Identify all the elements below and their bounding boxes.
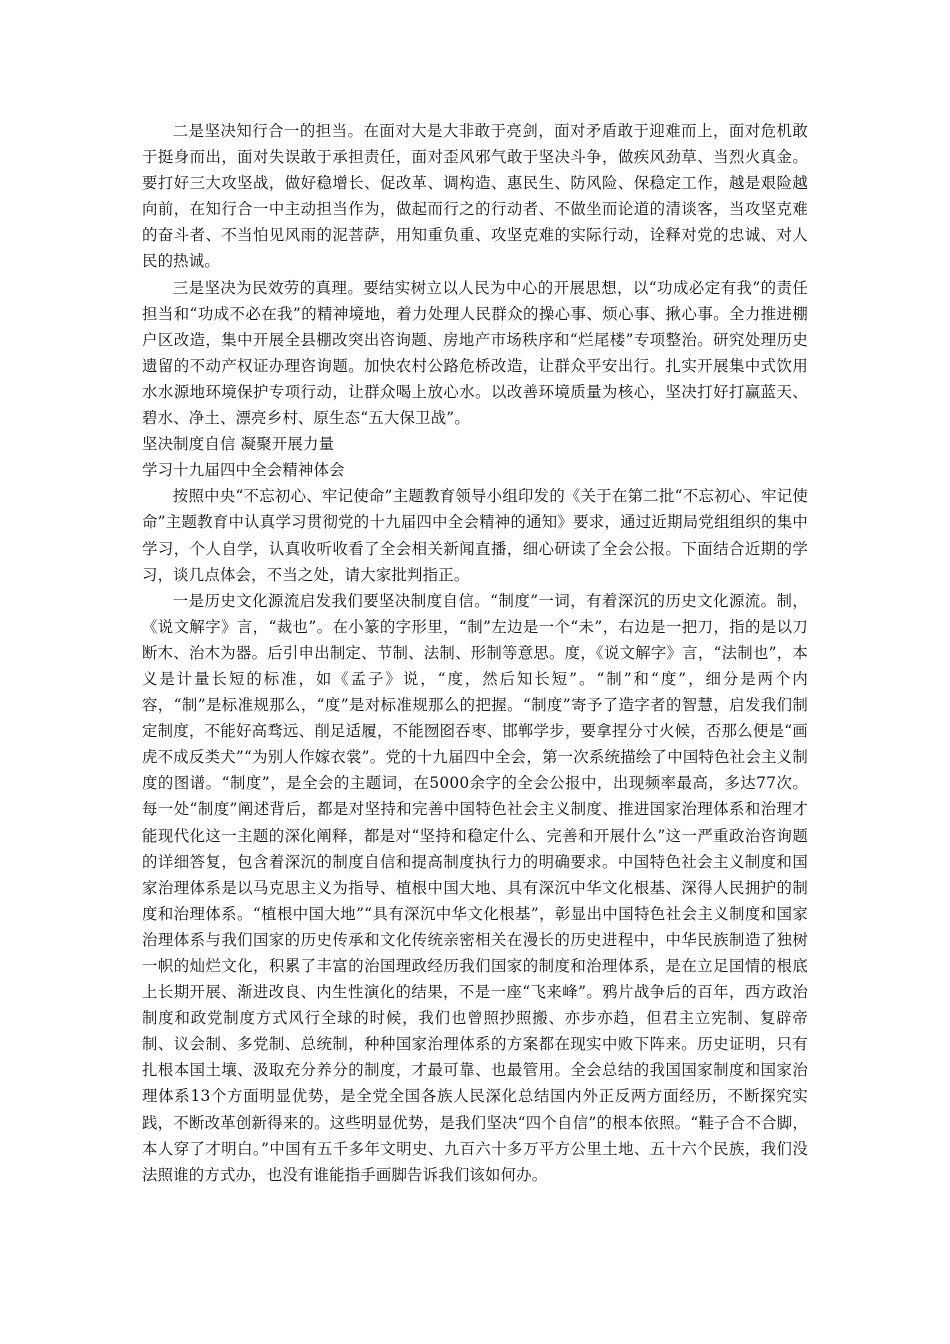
body-paragraph: 二是坚决知行合一的担当。在面对大是大非敢于亮剑，面对矛盾敢于迎难而上，面对危机敢于挺身而出，面对失误敢于承担责任，面对歪风邪气敢于坚决斗争，做疾风劲草、当烈火真金。要打好三大攻坚战，做好稳增长、促改革、调构造、惠民生、防风险、保稳定工作，越是艰险越向前，在知行合一中主动担当作为，做起而行之的行动者、不做坐而论道的清谈客，当攻坚克难的奋斗者、不当怕见风雨的泥菩萨，用知重负重、攻坚克难的实际行动，诠释对党的忠诚、对人民的热诚。 xyxy=(142,122,808,271)
document-subtitle: 学习十九届四中全会精神体会 xyxy=(142,461,345,480)
body-paragraph: 一是历史文化源流启发我们要坚决制度自信。“制度”一词，有着深沉的历史文化源流。制，《说文解字》言，“裁也”。在小篆的字形里，“制”左边是一个“未”，右边是一把刀，指的是以刀断木、治木为器。后引申出制定、节制、法制、形制等意思。度，《说文解字》言，“法制也”，本义是计量长短的标准，如《孟子》说，“度，然后知长短”。“制”和“度”，细分是两个内容，“制”是标准规那么，“度”是对标准规那么的把握。“制度”寄予了造字者的智慧，启发我们制定制度，不能好高骛远、削足适履，不能囫囵吞枣、邯郸学步，要拿捏分寸火候，否那么便是“画虎不成反类犬”“为别人作嫁衣裳”。党的十九届四中全会，第一次系统描绘了中国特色社会主义制度的图谱。“制度”，是全会的主题词，在5000余字的全会公报中，出现频率最高，多达77次。每一处“制度”阐述背后，都是对坚持和完善中国特色社会主义制度、推进国家治理体系和治理才能现代化这一主题的深化阐释，都是对“坚持和稳定什么、完善和开展什么”这一严重政治咨询题的详细答复，包含着深沉的制度自信和提高制度执行力的明确要求。中国特色社会主义制度和国家治理体系是以马克思主义为指导、植根中国大地、具有深沉中华文化根基、深得人民拥护的制度和治理体系。“植根中国大地”“具有深沉中华文化根基”，彰显出中国特色社会主义制度和国家治理体系与我们国家的历史传承和文化传统亲密相关在漫长的历史进程中，中华民族制造了独树一帜的灿烂文化，积累了丰富的治国理政经历我们国家的制度和治理体系，是在立足国情的根底上长期开展、渐进改良、内生性演化的结果，不是一座“飞来峰”。鸦片战争后的百年，西方政治制度和政党制度方式风行全球的时候，我们也曾照抄照搬、亦步亦趋，但君主立宪制、复辟帝制、议会制、多党制、总统制，种种国家治理体系的方案都在现实中败下阵来。历史证明，只有扎根本国土壤、汲取充分养分的制度，才最可靠、也最管用。全会总结的我国国家制度和国家治理体系13个方面明显优势，是全党全国各族人民深化总结国内外正反两方面经历，不断探究实践，不断改革创新得来的。这些明显优势，是我们坚决“四个自信”的根本依照。“鞋子合不合脚，本人穿了才明白。”中国有五千多年文明史、九百六十多万平方公里土地、五十六个民族，我们没法照谁的方式办，也没有谁能指手画脚告诉我们该如何办。 xyxy=(142,591,808,1184)
body-paragraph: 按照中央“不忘初心、牢记使命”主题教育领导小组印发的《关于在第二批“不忘初心、牢记使命”主题教育中认真学习贯彻党的十九届四中全会精神的通知》要求，通过近期局党组组织的集中学习，个人自学，认真收听收看了全会相关新闻直播，细心研读了全会公报。下面结合近期的学习，谈几点体会，不当之处，请大家批判指正。 xyxy=(142,487,808,584)
body-paragraph: 三是坚决为民效劳的真理。要结实树立以人民为中心的开展思想，以“功成必定有我”的责任担当和“功成不必在我”的精神境地，着力处理人民群众的操心事、烦心事、揪心事。全力推进棚户区改造，集中开展全县棚改突出咨询题、房地产市场秩序和“烂尾楼”专项整治。研究处理历史遗留的不动产权证办理咨询题。加快农村公路危桥改造，让群众平安出行。扎实开展集中式饮用水水源地环境保护专项行动，让群众喝上放心水。以改善环境质量为核心，坚决打好打赢蓝天、碧水、净土、漂亮乡村、原生态“五大保卫战”。 xyxy=(142,278,808,428)
document-title: 坚决制度自信 凝聚开展力量 xyxy=(142,435,335,454)
document-page xyxy=(142,118,808,1188)
